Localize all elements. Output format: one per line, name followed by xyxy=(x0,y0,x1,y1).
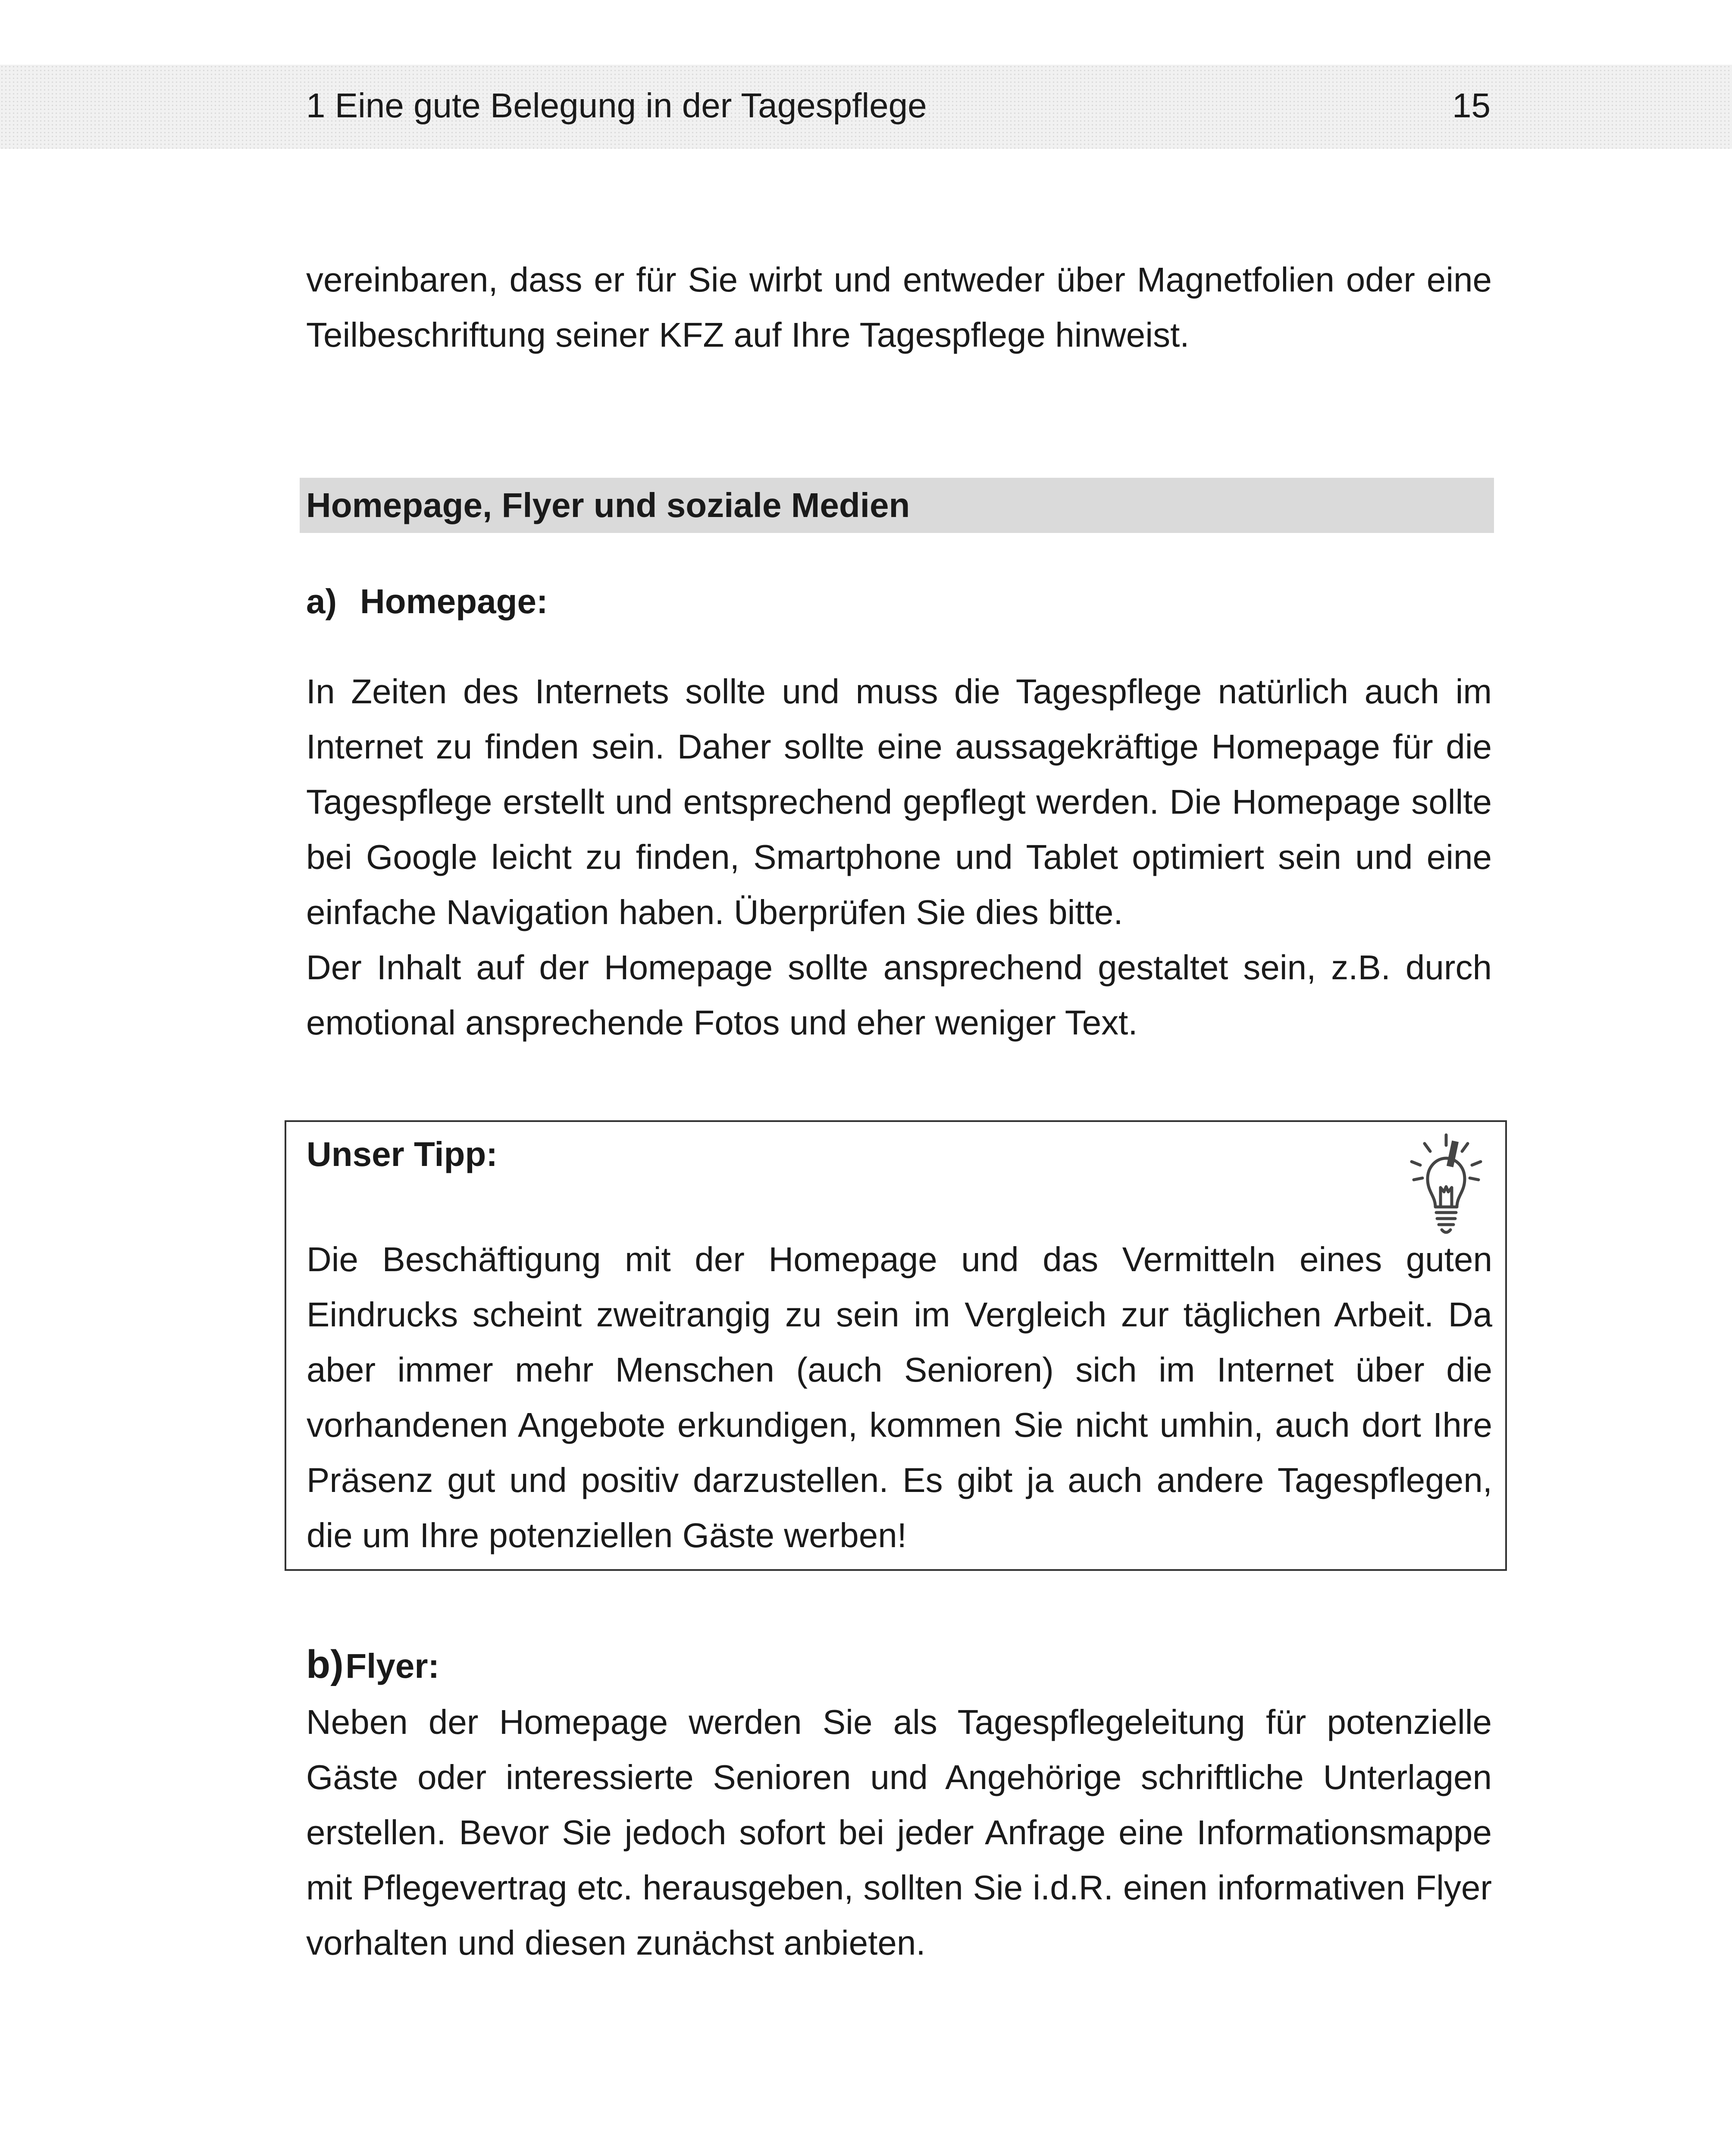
page-number: 15 xyxy=(1452,86,1491,125)
flyer-body xyxy=(306,1695,1492,1971)
tip-title: Unser Tipp: xyxy=(307,1135,498,1173)
tip-box xyxy=(285,1120,1507,1571)
homepage-paragraph-2: Der Inhalt auf der Homepage sollte ansprechend gestaltet sein, z.B. durch emotional ansprechende Fotos und eher weniger Text. xyxy=(306,948,1492,1042)
homepage-paragraph-1: In Zeiten des Internets sollte und muss die Tagespflege natürlich auch im Internet zu finden sein. Daher sollte eine aussagekräftige Homepage für die Tagespflege erstellt und entsprechend gepflegt werden. Die Homepage sollte bei Google leicht zu finden, Smartphone und Tablet optimiert sein und eine einfache Navigation haben. Überprüfen Sie dies bitte. xyxy=(306,672,1492,931)
flyer-marker: b) xyxy=(306,1642,344,1686)
homepage-marker: a) xyxy=(306,582,337,620)
intro-paragraph: vereinbaren, dass er für Sie wirbt und entweder über Magnetfolien oder eine Teilbeschriftung seiner KFZ auf Ihre Tagespflege hinweist. xyxy=(306,260,1492,354)
section-heading: Homepage, Flyer und soziale Medien xyxy=(306,486,910,524)
tip-text-block xyxy=(307,1232,1492,1563)
homepage-body xyxy=(306,664,1492,1050)
flyer-paragraph: Neben der Homepage werden Sie als Tagespflegeleitung für potenzielle Gäste oder interessierte Senioren und Angehörige schriftliche Unterlagen erstellen. Bevor Sie jedoch sofort bei jeder Anfrage eine Informationsmappe mit Pflegevertrag etc. herausgeben, sollten Sie i.d.R. einen informativen Flyer vorhalten und diesen zunächst anbieten. xyxy=(306,1703,1492,1962)
intro-paragraph-block xyxy=(306,252,1492,363)
section-heading-bar xyxy=(300,478,1494,533)
tip-paragraph: Die Beschäftigung mit der Homepage und das Vermitteln eines guten Eindrucks scheint zweitrangig zu sein im Vergleich zur täglichen Arbeit. Da aber immer mehr Menschen (auch Senioren) sich im Internet über die vorhandenen Angebote erkundigen, kommen Sie nicht umhin, auch dort Ihre Präsenz gut und positiv darzustellen. Es gibt ja auch andere Tagespflegen, die um Ihre potenziellen Gäste werben! xyxy=(307,1240,1492,1554)
lightbulb-icon xyxy=(1401,1131,1491,1239)
homepage-heading xyxy=(306,580,548,623)
homepage-heading-text: Homepage: xyxy=(360,582,548,620)
chapter-title: 1 Eine gute Belegung in der Tagespflege xyxy=(306,86,927,125)
flyer-heading xyxy=(306,1643,439,1698)
flyer-heading-text: Flyer: xyxy=(345,1647,440,1685)
